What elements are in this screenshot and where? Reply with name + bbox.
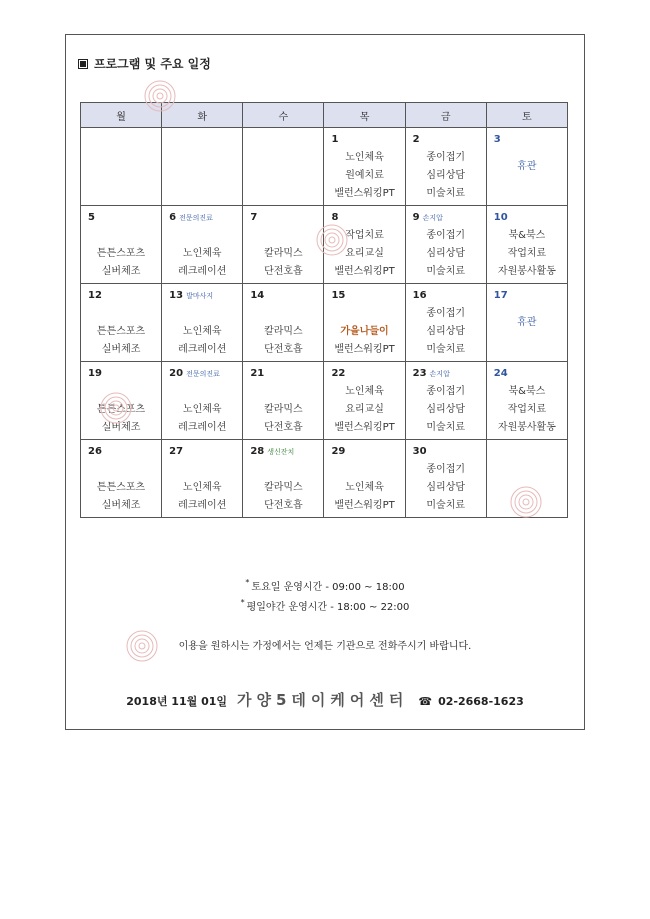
activity-item: 밸런스워킹PT (334, 422, 395, 433)
activity-item: 실버체조 (101, 500, 141, 511)
phone-contact (418, 695, 523, 708)
day-number (331, 290, 345, 301)
activity-item: 자원봉사활동 (497, 422, 556, 433)
day-number-text: 15 (331, 290, 346, 301)
activity-item: 가을나들이 (340, 326, 389, 337)
activity-item: 레크레이션 (178, 266, 227, 277)
activity-item: 심리상담 (426, 326, 466, 337)
activity-item: 칼라믹스 (264, 326, 303, 337)
day-number (494, 134, 501, 145)
day-event-note: 전문의진료 (186, 370, 220, 378)
activity-item: 레크레이션 (178, 344, 227, 355)
activity-list (324, 479, 404, 515)
day-number (331, 368, 345, 379)
activity-item: 튼튼스포츠 (96, 326, 146, 337)
day-number-text: 9 (412, 212, 420, 223)
square-bullet-icon (78, 59, 88, 69)
activity-list (324, 227, 404, 281)
activity-list (243, 245, 323, 281)
activity-item: 미술치료 (426, 266, 466, 277)
day-number (88, 290, 102, 301)
day-number-text: 1 (331, 134, 339, 145)
weekday-header: 목 (324, 103, 405, 128)
day-number (413, 134, 420, 145)
day-number (494, 290, 508, 301)
calendar-day-cell (243, 440, 324, 518)
activity-item: 칼라믹스 (264, 482, 303, 493)
day-number-text: 24 (493, 368, 508, 379)
activity-list (406, 461, 486, 515)
activity-item: 원예치료 (345, 170, 384, 181)
day-number-text: 21 (250, 368, 265, 379)
calendar-week-row (81, 128, 568, 206)
activity-list (324, 149, 404, 203)
calendar-day-cell (324, 362, 405, 440)
day-number-text: 14 (250, 290, 265, 301)
activity-item: 미술치료 (426, 422, 466, 433)
day-number (494, 368, 508, 379)
activity-item: 북&북스 (508, 230, 546, 241)
day-number (413, 368, 450, 379)
activity-list (243, 323, 323, 359)
day-number (88, 368, 102, 379)
calendar-day-cell (405, 128, 486, 206)
activity-item: 노인체육 (345, 482, 384, 493)
calendar-day-cell (405, 206, 486, 284)
calendar-week-row (81, 284, 568, 362)
activity-item: 심리상담 (426, 248, 466, 259)
day-number (250, 290, 264, 301)
activity-item: 튼튼스포츠 (96, 404, 146, 415)
day-number-text: 3 (493, 134, 501, 145)
day-number-text: 12 (88, 290, 102, 301)
day-number (169, 368, 220, 379)
activity-list (162, 323, 242, 359)
day-number-text: 28 (250, 446, 265, 457)
day-number (494, 212, 508, 223)
activity-item: 작업치료 (507, 404, 547, 415)
day-number-text: 20 (169, 368, 184, 379)
weekday-header: 월 (81, 103, 162, 128)
weekday-night-hours: 평일야간 운영시간 - 18:00 ~ 22:00 (246, 602, 410, 613)
weekday-night-hours-line (0, 598, 650, 613)
activity-item: 미술치료 (426, 500, 466, 511)
day-number (413, 446, 427, 457)
calendar-week-row (81, 440, 568, 518)
activity-item: 노인체육 (182, 326, 222, 337)
day-number-text: 22 (331, 368, 346, 379)
activity-item: 심리상담 (426, 170, 466, 181)
activity-item: 실버체조 (101, 266, 141, 277)
phone-number: 02-2668-1623 (438, 695, 524, 708)
calendar-day-cell (243, 284, 324, 362)
day-number (331, 212, 338, 223)
activity-list (487, 314, 567, 332)
calendar-week-row (81, 206, 568, 284)
activity-item: 레크레이션 (178, 422, 227, 433)
activity-item: 작업치료 (507, 248, 547, 259)
day-event-note: 발마사지 (186, 292, 214, 300)
footer (0, 689, 650, 710)
calendar-day-cell (243, 206, 324, 284)
weekday-header-row (81, 103, 568, 128)
activity-item: 노인체육 (182, 482, 222, 493)
activity-item: 튼튼스포츠 (96, 482, 146, 493)
activity-item: 종이접기 (426, 308, 466, 319)
calendar-day-cell (162, 206, 243, 284)
activity-list (162, 245, 242, 281)
weekday-header: 수 (243, 103, 324, 128)
calendar-day-cell (405, 362, 486, 440)
activity-item: 미술치료 (426, 344, 466, 355)
day-number-text: 8 (331, 212, 339, 223)
activity-list (81, 401, 161, 437)
day-number (331, 134, 338, 145)
day-number-text: 27 (169, 446, 184, 457)
activity-list (406, 227, 486, 281)
day-number (88, 212, 95, 223)
day-number (169, 212, 213, 223)
activity-list (406, 149, 486, 203)
activity-item: 튼튼스포츠 (96, 248, 146, 259)
calendar-day-cell (486, 284, 567, 362)
activity-item: 노인체육 (182, 248, 222, 259)
weekday-header: 화 (162, 103, 243, 128)
day-number-text: 19 (88, 368, 102, 379)
calendar-day-cell (162, 440, 243, 518)
calendar-day-cell (324, 284, 405, 362)
activity-item: 심리상담 (426, 482, 466, 493)
activity-list (324, 383, 404, 437)
day-number-text: 6 (169, 212, 177, 223)
activity-list (162, 401, 242, 437)
section-header (78, 55, 211, 72)
activity-list (487, 227, 567, 281)
calendar-week-row (81, 362, 568, 440)
day-number-text: 10 (493, 212, 508, 223)
calendar-day-cell (405, 440, 486, 518)
activity-item: 노인체육 (345, 386, 384, 397)
activity-item: 단전호흡 (264, 266, 303, 277)
activity-list (243, 479, 323, 515)
activity-item: 실버체조 (101, 344, 141, 355)
day-number (88, 446, 102, 457)
activity-item: 심리상담 (426, 404, 466, 415)
activity-item: 종이접기 (426, 464, 466, 475)
saturday-hours-line (0, 578, 650, 593)
day-number-text: 7 (250, 212, 258, 223)
calendar-day-cell (243, 128, 324, 206)
calendar-day-cell (162, 128, 243, 206)
activity-item: 노인체육 (345, 152, 384, 163)
calendar-day-cell (81, 440, 162, 518)
calendar-day-cell (81, 128, 162, 206)
star-mark: * (240, 598, 245, 607)
activity-item: 칼라믹스 (264, 404, 303, 415)
activity-item: 칼라믹스 (264, 248, 303, 259)
activity-item: 미술치료 (426, 188, 466, 199)
day-event-note: 손지압 (429, 370, 450, 378)
activity-item: 단전호흡 (264, 344, 303, 355)
activity-item: 자원봉사활동 (497, 266, 556, 277)
activity-item: 레크레이션 (178, 500, 227, 511)
weekday-header: 토 (486, 103, 567, 128)
activity-item: 북&북스 (508, 386, 546, 397)
section-title: 프로그램 및 주요 일정 (94, 57, 211, 71)
day-number (169, 446, 183, 457)
issue-date: 2018년 11월 01일 (126, 695, 228, 708)
activity-item: 단전호흡 (264, 422, 303, 433)
calendar-day-cell (324, 206, 405, 284)
activity-item: 종이접기 (426, 152, 466, 163)
day-event-note: 손지압 (422, 214, 443, 222)
day-number (169, 290, 213, 301)
activity-list (487, 383, 567, 437)
calendar-day-cell (162, 362, 243, 440)
activity-item: 요리교실 (345, 404, 384, 415)
calendar-day-cell (324, 128, 405, 206)
activity-list (81, 479, 161, 515)
closed-label: 휴관 (517, 161, 537, 172)
day-number-text: 16 (412, 290, 427, 301)
day-number-text: 26 (88, 446, 102, 457)
day-number (250, 368, 264, 379)
activity-item: 종이접기 (426, 386, 466, 397)
weekday-header: 금 (405, 103, 486, 128)
calendar-day-cell (81, 206, 162, 284)
activity-item: 밸런스워킹PT (334, 266, 395, 277)
activity-item: 노인체육 (182, 404, 222, 415)
activity-item: 단전호흡 (264, 500, 303, 511)
day-number (413, 212, 443, 223)
calendar-day-cell (486, 128, 567, 206)
activity-item: 요리교실 (345, 248, 384, 259)
calendar-day-cell (324, 440, 405, 518)
activity-list (243, 401, 323, 437)
activity-list (81, 323, 161, 359)
saturday-hours: 토요일 운영시간 - 09:00 ~ 18:00 (251, 582, 405, 593)
activity-item: 작업치료 (345, 230, 384, 241)
activity-list (81, 245, 161, 281)
activity-item: 밸런스워킹PT (334, 500, 395, 511)
day-event-note: 생신잔치 (267, 448, 295, 456)
calendar-day-cell (81, 284, 162, 362)
day-number-text: 5 (88, 212, 95, 223)
phone-icon: ☎ (418, 695, 433, 708)
calendar-day-cell (486, 362, 567, 440)
calendar-day-cell (486, 206, 567, 284)
day-number-text: 23 (412, 368, 427, 379)
calendar-day-cell (405, 284, 486, 362)
activity-list (324, 323, 404, 359)
day-number (250, 212, 257, 223)
activity-list (487, 158, 567, 176)
day-number (413, 290, 427, 301)
activity-item: 밸런스워킹PT (334, 344, 395, 355)
day-event-note: 전문의진료 (179, 214, 213, 222)
day-number-text: 2 (412, 134, 420, 145)
day-number-text: 30 (412, 446, 427, 457)
contact-notice: 이용을 원하시는 가정에서는 언제든 기관으로 전화주시기 바랍니다. (178, 641, 472, 652)
day-number (331, 446, 345, 457)
calendar-day-cell (243, 362, 324, 440)
activity-list (162, 479, 242, 515)
calendar-day-cell (486, 440, 567, 518)
day-number-text: 17 (493, 290, 508, 301)
activity-item: 종이접기 (426, 230, 466, 241)
activity-list (406, 383, 486, 437)
star-mark: * (245, 578, 250, 587)
day-number (250, 446, 294, 457)
calendar-day-cell (162, 284, 243, 362)
closed-label: 휴관 (517, 317, 537, 328)
day-number-text: 29 (331, 446, 346, 457)
activity-list (406, 305, 486, 359)
activity-item: 실버체조 (101, 422, 141, 433)
organization-name: 가양5데이케어센터 (237, 691, 409, 709)
activity-item: 밸런스워킹PT (334, 188, 395, 199)
day-number-text: 13 (169, 290, 184, 301)
schedule-calendar (80, 102, 568, 518)
calendar-day-cell (81, 362, 162, 440)
